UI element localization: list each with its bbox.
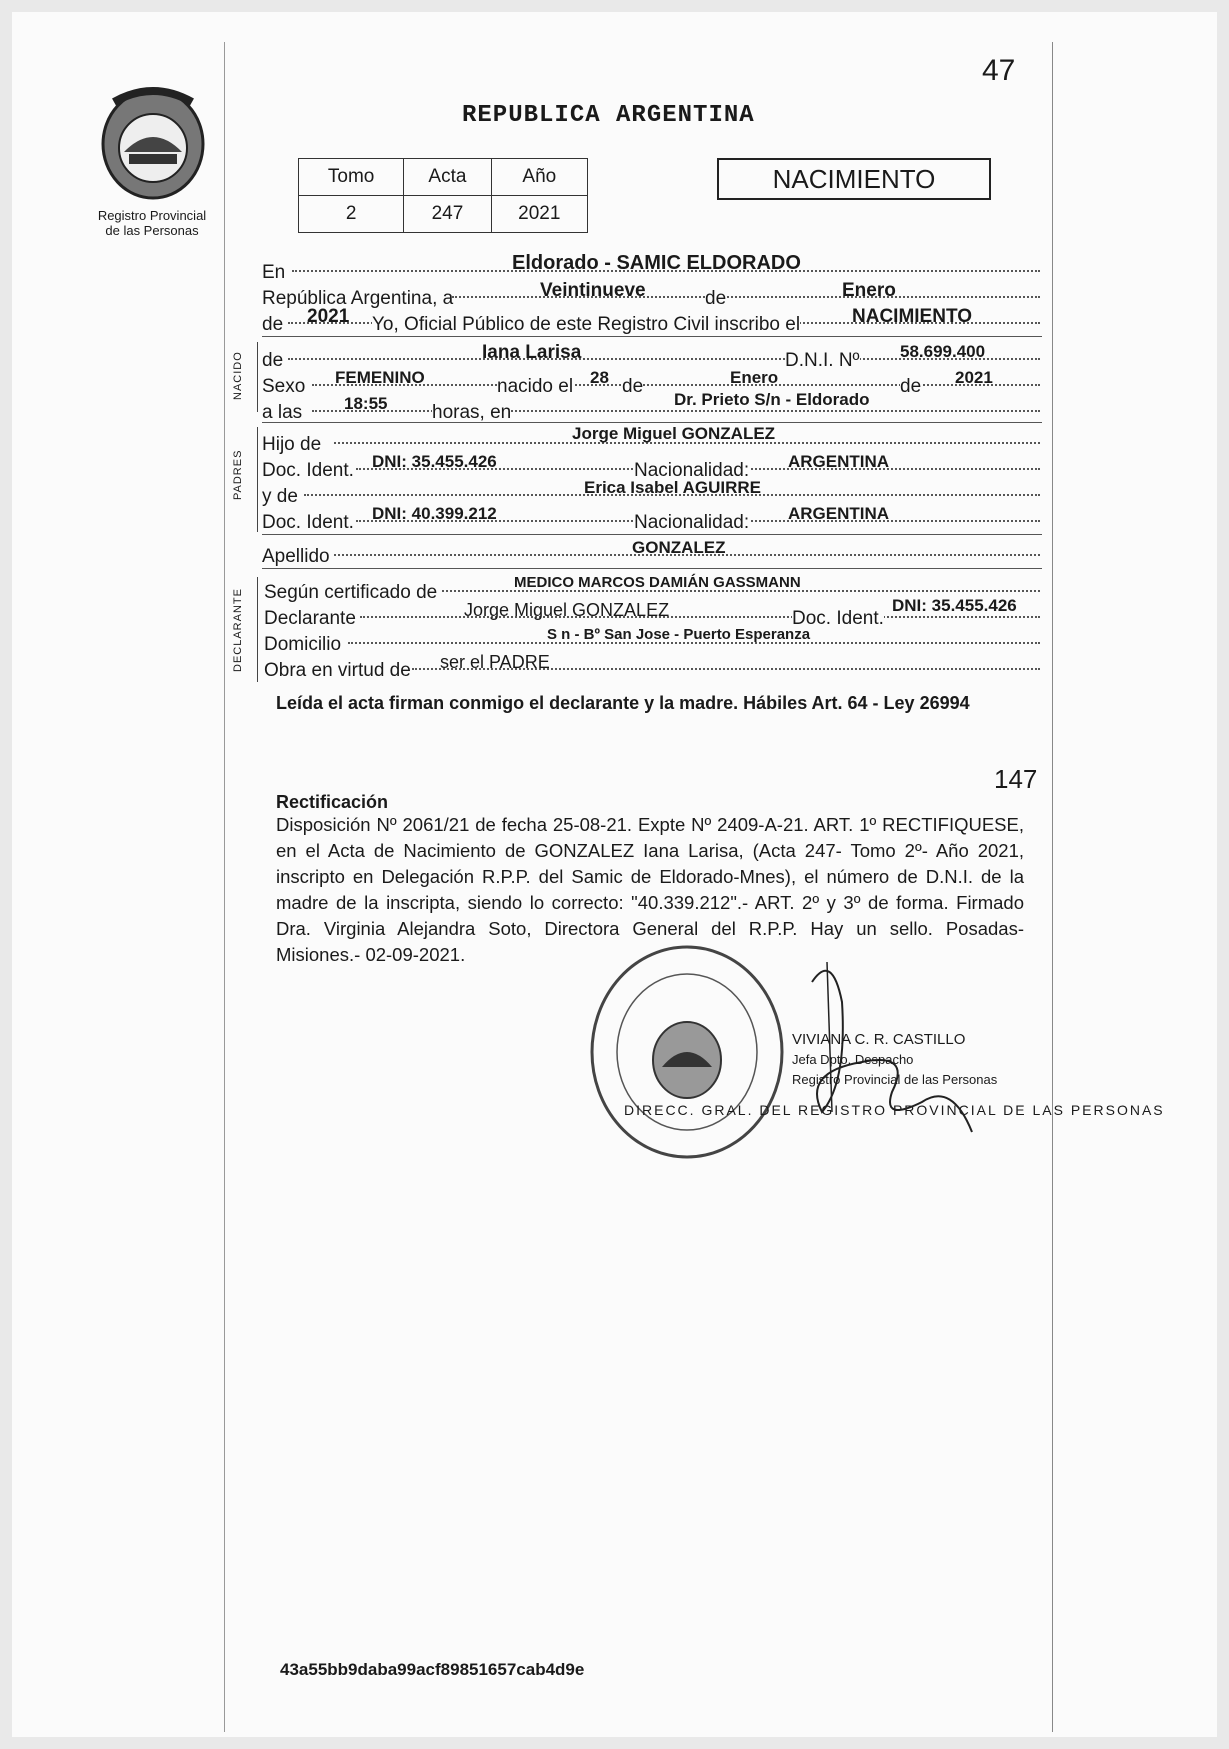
de-label-5: de	[900, 376, 922, 397]
de-label-3: de	[262, 350, 284, 371]
province-seal-logo	[94, 82, 212, 202]
sexo-label: Sexo	[262, 376, 306, 397]
document-page	[12, 12, 1217, 1737]
birth-year-value: 2021	[955, 368, 993, 387]
apellido-value: GONZALEZ	[632, 538, 726, 557]
obra-value: ser el PADRE	[440, 652, 550, 672]
father-nationality-value: ARGENTINA	[788, 452, 890, 471]
tomo-value: 2	[299, 196, 404, 233]
place-value: Eldorado - SAMIC ELDORADO	[512, 252, 801, 274]
section-label-declarante: DECLARANTE	[232, 588, 244, 672]
closing-statement: Leída el acta firman conmigo el declarante y la madre. Hábiles Art. 64 - Ley 26994	[276, 693, 970, 713]
dotted-line	[312, 410, 1040, 412]
birth-month-value: Enero	[730, 368, 779, 387]
obra-label: Obra en virtud de	[264, 660, 411, 681]
nacido-el-label: nacido el	[497, 376, 574, 397]
certificate-value: MEDICO MARCOS DAMIÁN GASSMANN	[514, 574, 801, 591]
day-words-value: Veintinueve	[540, 280, 646, 301]
republica-label: República Argentina, a	[262, 288, 454, 309]
de-label-2: de	[262, 314, 284, 335]
declarante-label: Declarante	[264, 608, 356, 629]
registry-caption: Registro Provincial de las Personas	[97, 208, 207, 238]
hijo-de-label: Hijo de	[262, 434, 322, 455]
nacionalidad-label: Nacionalidad:	[634, 460, 750, 481]
nacido-bracket	[257, 342, 258, 412]
document-title: REPUBLICA ARGENTINA	[462, 102, 755, 129]
child-dni-value: 58.699.400	[900, 342, 986, 361]
child-name-value: Iana Larisa	[482, 342, 582, 363]
de-label-4: de	[622, 376, 644, 397]
stamp-text: DIRECC. GRAL. DEL REGISTRO PROVINCIAL DE LAS PERSONAS	[624, 1102, 1165, 1118]
declarante-name-value: Jorge Miguel GONZALEZ	[464, 600, 670, 620]
dotted-line	[360, 616, 1040, 618]
tomo-header: Tomo	[299, 159, 404, 196]
a-las-label: a las	[262, 402, 303, 423]
section-divider	[262, 422, 1042, 423]
official-name-block	[792, 1030, 997, 1090]
doc-ident-label-2: Doc. Ident.	[262, 512, 354, 533]
birth-day-value: 28	[590, 368, 609, 387]
section-divider	[262, 534, 1042, 535]
father-name-value: Jorge Miguel GONZALEZ	[572, 424, 776, 443]
section-divider	[262, 568, 1042, 569]
official-name: VIVIANA C. R. CASTILLO	[792, 1031, 966, 1048]
declarante-bracket	[257, 577, 258, 682]
rectification-number: 147	[994, 764, 1038, 794]
official-office: Registro Provincial de las Personas	[792, 1072, 998, 1087]
doc-ident-label: Doc. Ident.	[262, 460, 354, 481]
horas-en-label: horas, en	[432, 402, 512, 423]
section-divider	[262, 336, 1042, 337]
domicilio-value: S n - Bº San Jose - Puerto Esperanza	[547, 626, 811, 643]
y-de-label: y de	[262, 486, 298, 507]
right-margin-line	[1052, 42, 1053, 1732]
domicilio-label: Domicilio	[264, 634, 342, 655]
section-label-padres: PADRES	[232, 449, 244, 500]
section-label-nacido: NACIDO	[232, 351, 244, 400]
birth-place-value: Dr. Prieto S/n - Eldorado	[674, 390, 870, 409]
birth-time-value: 18:55	[344, 394, 388, 413]
tomo-acta-anio-table	[298, 158, 588, 233]
mother-name-value: Erica Isabel AGUIRRE	[584, 478, 761, 497]
segun-certificado-label: Según certificado de	[264, 582, 438, 603]
declarante-dni-value: DNI: 35.455.426	[892, 596, 1017, 615]
mother-nationality-value: ARGENTINA	[788, 504, 890, 523]
father-dni-value: DNI: 35.455.426	[372, 452, 497, 471]
left-margin-line	[224, 42, 225, 1732]
oficial-text: Yo, Oficial Público de este Registro Civil inscribo el	[372, 314, 801, 335]
de-label: de	[705, 288, 727, 309]
acta-header: Acta	[404, 159, 491, 196]
apellido-label: Apellido	[262, 546, 330, 567]
act-type-box: NACIMIENTO	[717, 158, 991, 200]
anio-value: 2021	[491, 196, 587, 233]
nacionalidad-label-2: Nacionalidad:	[634, 512, 750, 533]
anio-header: Año	[491, 159, 587, 196]
official-stamp	[587, 942, 787, 1162]
year-value: 2021	[307, 306, 350, 327]
act-type-value: NACIMIENTO	[852, 306, 972, 327]
rectification-text: Disposición Nº 2061/21 de fecha 25-08-21. Expte Nº 2409-A-21. ART. 1º RECTIFIQUESE, en el Acta de Nacimiento de GONZALEZ Iana Larisa, (Acta 247- Tomo 2º- Año 2021, inscripto en Delegación R.P.P. del Samic de Eldorado-Mnes), el número de D.N.I. de la madre de la inscripta, siendo lo correcto: "40.339.212".- ART. 2º y 3º de forma. Firmado Dra. Virginia Alejandra Soto, Directora General del R.P.P. Hay un sello. Posadas- Misiones.- 02-09-2021.	[276, 814, 1024, 965]
acta-value: 247	[404, 196, 491, 233]
page-number: 47	[982, 54, 1016, 87]
document-hash: 43a55bb9daba99acf89851657cab4d9e	[280, 1660, 585, 1679]
en-label: En	[262, 262, 286, 283]
padres-bracket	[257, 427, 258, 532]
dni-label: D.N.I. Nº	[785, 350, 860, 371]
doc-ident-label-3: Doc. Ident.	[792, 608, 884, 629]
sexo-value: FEMENINO	[335, 368, 425, 387]
month-value: Enero	[842, 280, 896, 301]
rectification-title: Rectificación	[276, 792, 389, 812]
official-role: Jefa Dpto. Despacho	[792, 1052, 914, 1067]
mother-dni-value: DNI: 40.399.212	[372, 504, 497, 523]
